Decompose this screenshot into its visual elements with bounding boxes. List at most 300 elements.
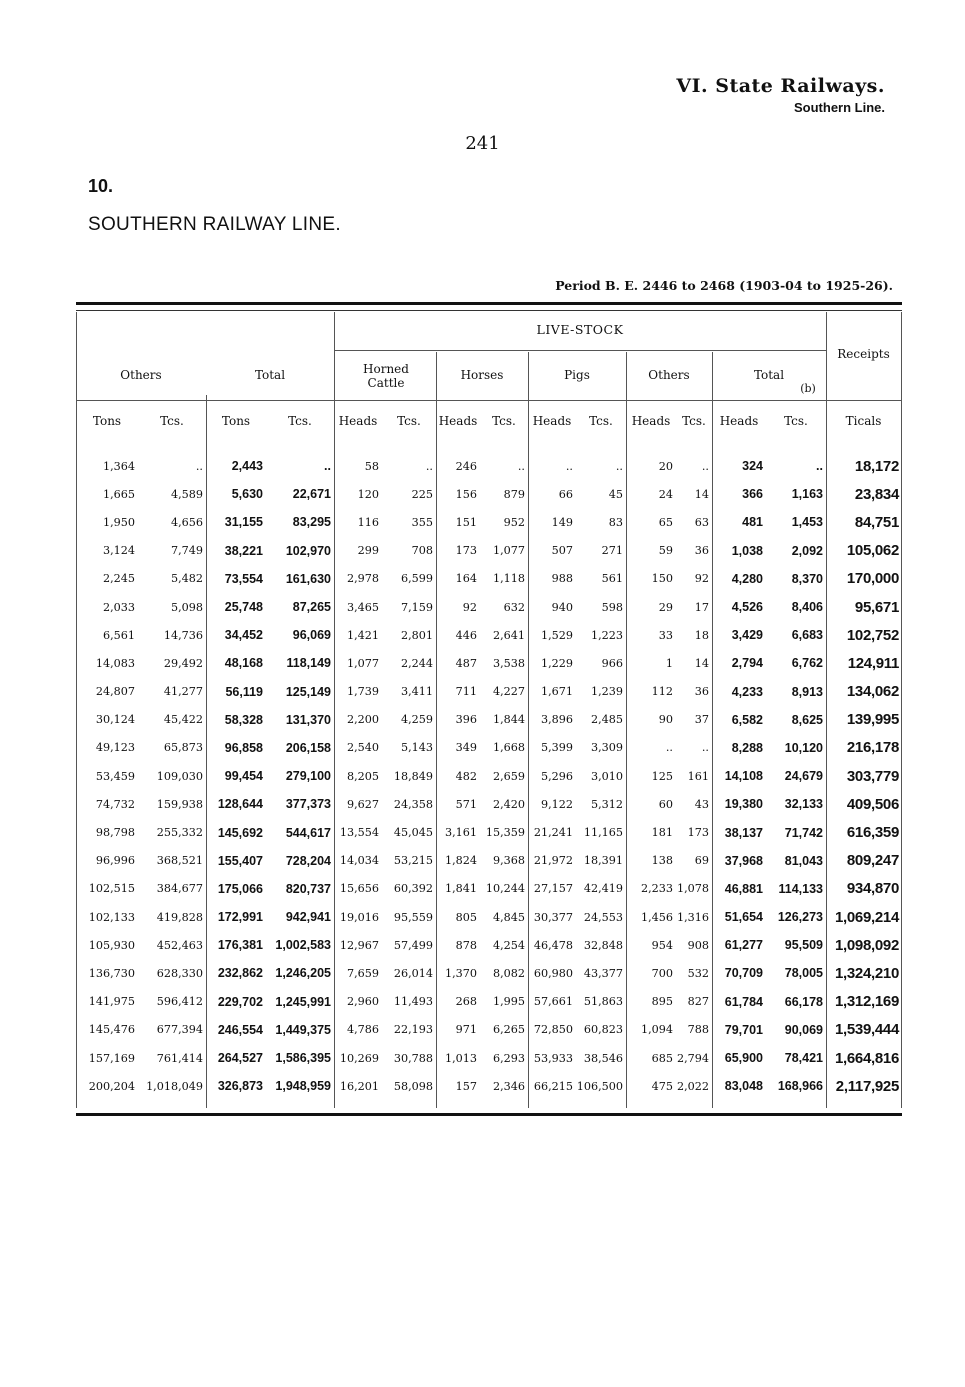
table-cell: 45 (608, 487, 623, 501)
table-cell: 41,277 (163, 685, 203, 699)
table-cell: 95,559 (393, 910, 433, 924)
table-cell: 136,730 (88, 966, 135, 980)
table-cell: 72,850 (533, 1023, 573, 1037)
table-cell: 1,018,049 (146, 1079, 203, 1093)
pigs-header: Pigs (564, 368, 590, 382)
table-cell: 1,586,395 (275, 1051, 331, 1066)
table-cell: 206,158 (285, 740, 331, 755)
table-row (76, 959, 902, 987)
table-cell: 102,970 (285, 543, 331, 558)
table-row (76, 452, 902, 480)
table-cell: .. (701, 459, 709, 473)
table-cell: 168,966 (777, 1079, 823, 1094)
column-header: Heads (631, 414, 671, 428)
table-cell: 173 (687, 826, 709, 840)
table-cell: 482 (455, 769, 477, 783)
table-cell: 216,178 (846, 739, 899, 757)
table-cell: 1,948,959 (275, 1079, 331, 1094)
table-cell: 53,459 (95, 769, 135, 783)
table-cell: 1,739 (346, 685, 379, 699)
table-cell: 481 (742, 515, 763, 530)
table-cell: 134,062 (846, 683, 899, 701)
table-cell: 419,828 (156, 910, 203, 924)
table-cell: 1,995 (492, 995, 525, 1009)
table-cell: 1,069,214 (834, 908, 899, 926)
table-cell: 26,014 (393, 966, 433, 980)
table-cell: 4,259 (400, 713, 433, 727)
table-cell: 628,330 (156, 966, 203, 980)
table-cell: 151 (455, 515, 477, 529)
table-cell: 71,742 (784, 825, 823, 840)
table-cell: 988 (551, 572, 573, 586)
table-cell: 2,485 (590, 713, 623, 727)
table-cell: 5,296 (540, 769, 573, 783)
table-cell: 38,546 (583, 1051, 623, 1065)
table-cell: 809,247 (846, 852, 899, 870)
ls-total-note: (b) (800, 382, 816, 395)
table-row (76, 1072, 902, 1100)
table-cell: 324 (742, 459, 763, 474)
column-header: Heads (719, 414, 759, 428)
table-cell: 708 (411, 544, 433, 558)
table-row (76, 1016, 902, 1044)
table-cell: 2,092 (791, 543, 823, 558)
table-cell: 24 (658, 487, 673, 501)
table-cell: 46,478 (533, 938, 573, 952)
table-cell: 4,845 (492, 910, 525, 924)
table-cell: 271 (601, 544, 623, 558)
table-cell: 255,332 (156, 826, 203, 840)
table-row (76, 565, 902, 593)
table-cell: 5,630 (231, 487, 263, 502)
table-cell: 92 (462, 600, 477, 614)
table-cell: 4,656 (170, 515, 203, 529)
table-cell: 2,200 (346, 713, 379, 727)
receipts-header: Receipts (837, 347, 890, 361)
table-cell: 761,414 (156, 1051, 203, 1065)
table-cell: 2,960 (346, 995, 379, 1009)
table-cell: 45,422 (163, 713, 203, 727)
table-cell: 24,358 (393, 797, 433, 811)
column-header: Heads (338, 414, 378, 428)
table-cell: 1,950 (102, 515, 135, 529)
table-cell: 2,420 (492, 797, 525, 811)
table-cell: 2,801 (400, 628, 433, 642)
table-cell: 1,453 (791, 515, 823, 530)
page-number: 241 (465, 133, 500, 154)
table-cell: 700 (651, 966, 673, 980)
table-cell: 99,454 (224, 769, 263, 784)
table-cell: 96,858 (224, 740, 263, 755)
table-cell: 102,752 (846, 626, 899, 644)
table-cell: 232,862 (217, 966, 263, 981)
table-cell: 125,149 (285, 684, 331, 699)
column-header: Tcs. (589, 414, 613, 428)
table-cell: 384,677 (156, 882, 203, 896)
table-cell: 1,824 (444, 854, 477, 868)
table-row (76, 903, 902, 931)
table-row (76, 678, 902, 706)
table-cell: 149 (551, 515, 573, 529)
table-cell: 14 (694, 656, 709, 670)
table-row (76, 537, 902, 565)
table-cell: 264,527 (217, 1051, 263, 1066)
table-cell: 409,506 (846, 795, 899, 813)
table-cell: 25,748 (224, 600, 263, 615)
table-cell: 116 (357, 515, 379, 529)
column-header: Tcs. (492, 414, 516, 428)
table-cell: 6,762 (791, 656, 823, 671)
header-rule (76, 400, 902, 401)
table-cell: 145,692 (217, 825, 263, 840)
table-cell: 65 (658, 515, 673, 529)
table-cell: 879 (503, 487, 525, 501)
table-cell: 12,967 (339, 938, 379, 952)
table-cell: 952 (503, 515, 525, 529)
table-cell: 22,671 (292, 487, 331, 502)
table-cell: 908 (687, 938, 709, 952)
table-cell: 6,582 (731, 712, 763, 727)
others-header: Others (120, 368, 162, 382)
table-cell: 155,407 (217, 853, 263, 868)
table-row (76, 818, 902, 846)
table-cell: 145,476 (88, 1023, 135, 1037)
table-cell: 446 (455, 628, 477, 642)
table-cell: 30,124 (95, 713, 135, 727)
period-caption: Period B. E. 2446 to 2468 (1903-04 to 1925-26). (555, 278, 893, 293)
table-cell: 1,364 (102, 459, 135, 473)
table-cell: 34,452 (224, 628, 263, 643)
table-cell: 57,661 (533, 995, 573, 1009)
table-cell: 303,779 (846, 767, 899, 785)
table-cell: 31,155 (224, 515, 263, 530)
table-cell: 37 (694, 713, 709, 727)
table-cell: 131,370 (285, 712, 331, 727)
table-cell: 95,509 (784, 938, 823, 953)
table-cell: 51,654 (724, 910, 763, 925)
table-cell: 83 (608, 515, 623, 529)
table-cell: 677,394 (156, 1023, 203, 1037)
table-cell: 1,539,444 (834, 1021, 899, 1039)
table-cell: 355 (411, 515, 433, 529)
table-cell: 571 (455, 797, 477, 811)
table-cell: 396 (455, 713, 477, 727)
table-cell: 966 (601, 656, 623, 670)
column-header: Tcs. (160, 414, 184, 428)
table-row (76, 762, 902, 790)
table-cell: 14,083 (95, 656, 135, 670)
table-cell: 61,277 (724, 938, 763, 953)
table-row (76, 988, 902, 1016)
table-cell: 78,421 (784, 1051, 823, 1066)
table-cell: 124,911 (847, 654, 899, 672)
table-cell: 1,668 (492, 741, 525, 755)
table-cell: 18 (694, 628, 709, 642)
table-cell: 452,463 (156, 938, 203, 952)
table-cell: 596,412 (156, 995, 203, 1009)
table-cell: 4,526 (731, 600, 763, 615)
table-cell: 17 (694, 600, 709, 614)
table-row (76, 508, 902, 536)
table-cell: 92 (694, 572, 709, 586)
table-cell: 934,870 (846, 880, 899, 898)
table-cell: 3,411 (400, 685, 433, 699)
table-cell: 60 (658, 797, 673, 811)
column-header: Ticals (845, 414, 882, 428)
table-cell: 83,048 (724, 1079, 763, 1094)
table-cell: 1 (665, 656, 673, 670)
table-cell: .. (665, 741, 673, 755)
table-cell: 561 (601, 572, 623, 586)
table-cell: 1,664,816 (834, 1049, 899, 1067)
table-cell: 2,794 (731, 656, 763, 671)
table-row (76, 593, 902, 621)
table-cell: 7,159 (400, 600, 433, 614)
table-cell: 2,978 (346, 572, 379, 586)
column-header: Heads (438, 414, 478, 428)
table-cell: 79,701 (724, 1022, 763, 1037)
table-cell: 60,980 (533, 966, 573, 980)
table-cell: 6,293 (492, 1051, 525, 1065)
table-cell: 4,227 (492, 685, 525, 699)
table-cell: 1,098,092 (834, 936, 899, 954)
table-cell: 21,972 (533, 854, 573, 868)
table-cell: 1,118 (492, 572, 525, 586)
table-cell: 49,123 (95, 741, 135, 755)
table-cell: 15,359 (485, 826, 525, 840)
table-cell: 1,529 (540, 628, 573, 642)
table-cell: 22,193 (393, 1023, 433, 1037)
table-cell: 942,941 (285, 910, 331, 925)
table-cell: 141,975 (88, 995, 135, 1009)
table-cell: 9,122 (540, 797, 573, 811)
column-header: Tcs. (784, 414, 808, 428)
table-cell: 19,016 (339, 910, 379, 924)
table-cell: 105,930 (88, 938, 135, 952)
table-cell: 37,968 (724, 853, 763, 868)
table-cell: 42,419 (583, 882, 623, 896)
table-cell: 1,038 (731, 543, 763, 558)
table-cell: 118,149 (286, 656, 331, 671)
table-cell: 4,233 (731, 684, 763, 699)
table-cell: 366 (742, 487, 763, 502)
table-cell: 8,625 (791, 712, 823, 727)
table-cell: 1,844 (492, 713, 525, 727)
table-cell: 90 (658, 713, 673, 727)
table-cell: 157 (455, 1079, 477, 1093)
table-cell: 74,732 (95, 797, 135, 811)
table-cell: 544,617 (285, 825, 331, 840)
table-cell: 1,163 (791, 487, 823, 502)
horses-header: Horses (460, 368, 504, 382)
table-cell: 43 (694, 797, 709, 811)
table-cell: 2,033 (102, 600, 135, 614)
table-cell: 827 (687, 995, 709, 1009)
table-cell: 43,377 (583, 966, 623, 980)
table-cell: 3,124 (102, 544, 135, 558)
table-cell: 24,553 (583, 910, 623, 924)
table-cell: 61,784 (724, 994, 763, 1009)
table-cell: 349 (455, 741, 477, 755)
table-cell: 84,751 (854, 513, 899, 531)
table-cell: 38,137 (724, 825, 763, 840)
table-cell: 11,165 (583, 826, 623, 840)
table-cell: 81,043 (784, 853, 823, 868)
table-cell: 58,098 (393, 1079, 433, 1093)
section-subtitle: Southern Line. (794, 100, 885, 115)
table-cell: 2,659 (492, 769, 525, 783)
column-header: Tcs. (288, 414, 312, 428)
table-cell: 1,077 (346, 656, 379, 670)
table-cell: 229,702 (217, 994, 263, 1009)
table-cell: 246,554 (217, 1022, 263, 1037)
table-cell: 507 (551, 544, 573, 558)
table-cell: 24,679 (784, 769, 823, 784)
table-cell: 1,013 (444, 1051, 477, 1065)
table-cell: 114,133 (778, 881, 823, 896)
table-cell: 3,161 (444, 826, 477, 840)
table-cell: 685 (651, 1051, 673, 1065)
table-cell: 1,456 (640, 910, 673, 924)
table-cell: 36 (694, 685, 709, 699)
table-cell: 51,863 (583, 995, 623, 1009)
table-cell: 1,077 (492, 544, 525, 558)
table-cell: 10,244 (485, 882, 525, 896)
table-cell: 9,368 (492, 854, 525, 868)
table-cell: 13,554 (339, 826, 379, 840)
table-row (76, 847, 902, 875)
table-row (76, 706, 902, 734)
table-cell: 73,554 (224, 571, 263, 586)
table-cell: 5,098 (170, 600, 203, 614)
table-cell: 1,245,991 (275, 994, 331, 1009)
table-cell: .. (425, 459, 433, 473)
table-cell: 3,429 (731, 628, 763, 643)
table-cell: 225 (411, 487, 433, 501)
table-cell: 1,229 (540, 656, 573, 670)
table-cell: 161,630 (285, 571, 331, 586)
data-table (76, 452, 902, 1100)
table-cell: 487 (455, 656, 477, 670)
table-cell: 164 (455, 572, 477, 586)
table-cell: 1,316 (676, 910, 709, 924)
table-cell: 53,215 (393, 854, 433, 868)
table-cell: 14 (694, 487, 709, 501)
table-cell: 2,794 (676, 1051, 709, 1065)
table-cell: 2,641 (492, 628, 525, 642)
table-cell: 33 (658, 628, 673, 642)
table-cell: 3,465 (346, 600, 379, 614)
table-cell: 14,736 (163, 628, 203, 642)
table-cell: 48,168 (224, 656, 263, 671)
table-cell: 156 (455, 487, 477, 501)
table-cell: 2,244 (400, 656, 433, 670)
table-cell: 32,848 (583, 938, 623, 952)
table-cell: 83,295 (292, 515, 331, 530)
table-cell: 971 (455, 1023, 477, 1037)
table-cell: 1,239 (590, 685, 623, 699)
table-cell: .. (701, 741, 709, 755)
table-cell: 632 (503, 600, 525, 614)
table-row (76, 621, 902, 649)
table-cell: 120 (357, 487, 379, 501)
table-cell: 32,133 (784, 797, 823, 812)
table-cell: 5,312 (590, 797, 623, 811)
ls-others-header: Others (648, 368, 690, 382)
table-cell: 1,002,583 (275, 938, 331, 953)
table-cell: 27,157 (533, 882, 573, 896)
table-cell: 20 (658, 459, 673, 473)
table-cell: 6,683 (791, 628, 823, 643)
table-row (76, 480, 902, 508)
table-cell: 11,493 (393, 995, 433, 1009)
table-cell: 29 (658, 600, 673, 614)
table-cell: 66,215 (533, 1079, 573, 1093)
table-cell: 96,996 (95, 854, 135, 868)
table-cell: 96,069 (292, 628, 331, 643)
table-cell: 878 (455, 938, 477, 952)
table-cell: 4,254 (492, 938, 525, 952)
table-cell: 1,370 (444, 966, 477, 980)
table-cell: 3,309 (590, 741, 623, 755)
table-cell: 940 (551, 600, 573, 614)
table-cell: 5,143 (400, 741, 433, 755)
column-header: Tcs. (682, 414, 706, 428)
table-cell: 18,172 (854, 457, 899, 475)
table-cell: 106,500 (576, 1079, 623, 1093)
table-cell: 5,482 (170, 572, 203, 586)
table-cell: 4,589 (170, 487, 203, 501)
total-header: Total (254, 368, 286, 382)
table-cell: 159,938 (156, 797, 203, 811)
table-cell: 90,069 (784, 1022, 823, 1037)
table-cell: 45,045 (393, 826, 433, 840)
table-cell: 7,749 (170, 544, 203, 558)
table-cell: 598 (601, 600, 623, 614)
table-cell: 128,644 (217, 797, 263, 812)
table-row (76, 790, 902, 818)
table-cell: 8,082 (492, 966, 525, 980)
table-cell: 139,995 (846, 711, 899, 729)
column-header: Tons (92, 414, 122, 428)
table-cell: 1,665 (102, 487, 135, 501)
table-cell: 102,515 (88, 882, 135, 896)
table-cell: 105,062 (846, 542, 899, 560)
table-cell: 65,873 (163, 741, 203, 755)
table-cell: 15,656 (339, 882, 379, 896)
table-cell: 170,000 (846, 570, 899, 588)
table-cell: 8,205 (346, 769, 379, 783)
table-cell: 326,873 (217, 1079, 263, 1094)
table-cell: .. (816, 459, 823, 474)
table-cell: 805 (455, 910, 477, 924)
table-cell: 954 (651, 938, 673, 952)
table-cell: 78,005 (784, 966, 823, 981)
table-cell: 1,841 (444, 882, 477, 896)
table-cell: 1,094 (640, 1023, 673, 1037)
table-cell: 87,265 (292, 600, 331, 615)
table-cell: 173 (455, 544, 477, 558)
table-cell: 102,133 (88, 910, 135, 924)
table-cell: 8,406 (791, 600, 823, 615)
ls-total-header: Total (753, 368, 785, 382)
table-cell: 6,265 (492, 1023, 525, 1037)
table-cell: 8,913 (791, 684, 823, 699)
table-cell: 2,022 (676, 1079, 709, 1093)
table-cell: 200,204 (88, 1079, 135, 1093)
table-cell: 175,066 (217, 881, 263, 896)
table-cell: 6,561 (102, 628, 135, 642)
